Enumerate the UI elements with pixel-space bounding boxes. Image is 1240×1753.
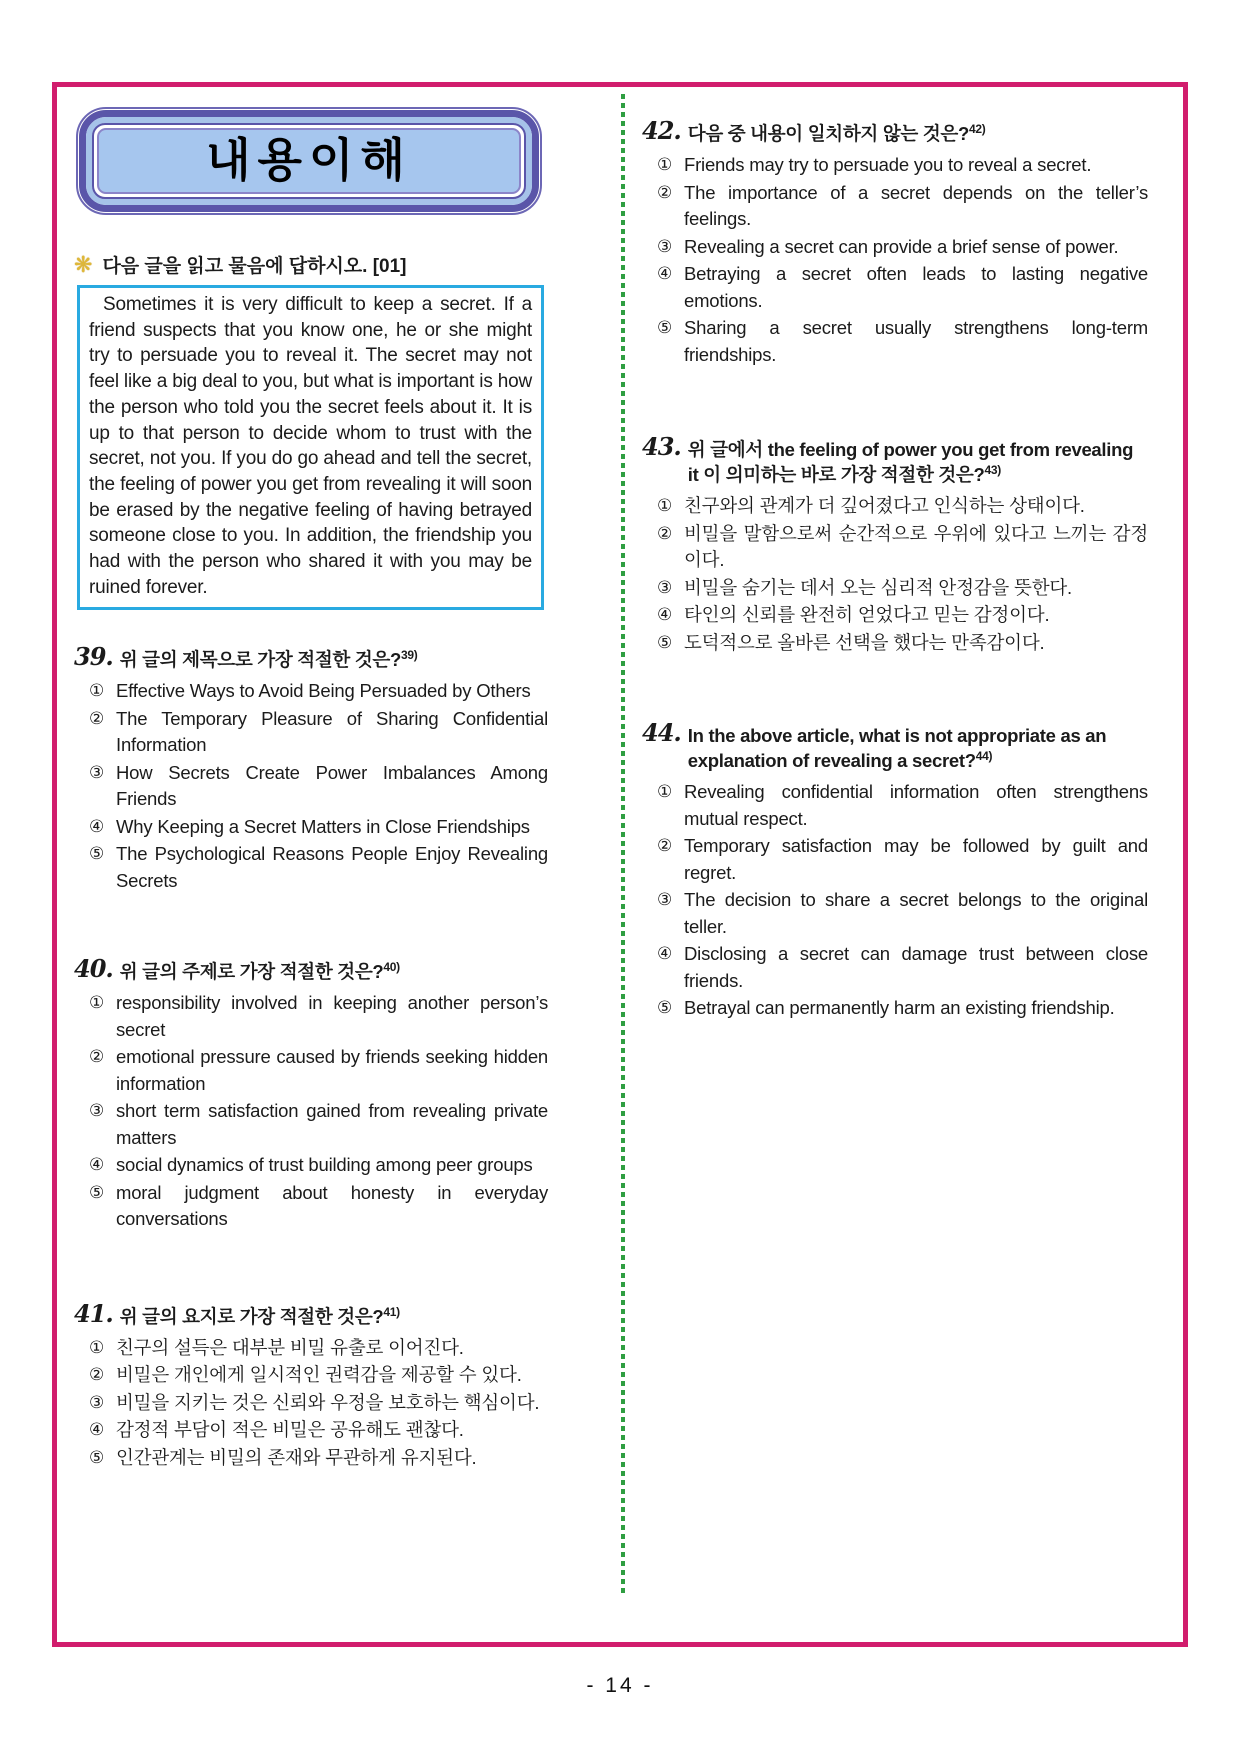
question-43: [642, 434, 1148, 656]
option-marker: ①: [657, 496, 673, 515]
option-text: Revealing a secret can provide a brief sense of power.: [684, 235, 1119, 257]
title-banner: [76, 107, 542, 215]
option-marker: ③: [89, 1101, 105, 1121]
option-1: [74, 678, 548, 705]
option-3: [642, 575, 1148, 602]
question-44-options: [642, 779, 1148, 1022]
option-text: The Psychological Reasons People Enjoy Revealing Secrets: [116, 843, 548, 891]
right-column: [642, 102, 1148, 1023]
question-number: 42.: [642, 116, 681, 145]
option-5: [642, 630, 1148, 657]
option-text: 비밀은 개인에게 일시적인 권력감을 제공할 수 있다.: [116, 1364, 522, 1386]
option-2: [642, 833, 1148, 886]
option-text: Revealing confidential information often strengthens mutual respect.: [684, 781, 1148, 829]
option-4: [642, 261, 1148, 314]
option-text: 타인의 신뢰를 완전히 얻었다고 믿는 감정이다.: [684, 604, 1050, 625]
option-text: 비밀을 숨기는 데서 오는 심리적 안정감을 뜻한다.: [684, 576, 1073, 598]
option-text: moral judgment about honesty in everyday conversations: [116, 1181, 548, 1230]
footnote-marker: 43): [984, 462, 1001, 477]
option-text: 인간관계는 비밀의 존재와 무관하게 유지된다.: [116, 1446, 477, 1468]
option-marker: ⑤: [89, 844, 105, 864]
question-41-header: [74, 1298, 548, 1329]
question-39-header: [74, 644, 548, 672]
option-text: The decision to share a secret belongs to the original teller.: [684, 889, 1148, 937]
footnote-marker: 44): [975, 748, 993, 763]
option-text: emotional pressure caused by friends seeking hidden information: [116, 1046, 548, 1094]
footnote-marker: 39): [400, 648, 418, 663]
option-5: [642, 315, 1148, 368]
option-marker: ⑤: [89, 1182, 105, 1202]
question-41-options: [74, 1335, 548, 1472]
option-marker: ④: [657, 605, 673, 624]
option-2: [74, 706, 548, 759]
option-text: The Temporary Pleasure of Sharing Confidential Information: [116, 707, 548, 756]
option-marker: ②: [89, 1047, 105, 1067]
question-40-header: [74, 956, 548, 984]
question-prompt: 다음 중 내용이 일치하지 않는 것은?$^{42)}$: [687, 121, 986, 144]
option-marker: ①: [657, 155, 673, 174]
question-43-header: [642, 434, 1148, 487]
question-43-options: [642, 493, 1148, 656]
footnote-marker: 42): [968, 121, 986, 136]
option-4: [642, 941, 1148, 994]
option-text: 감정적 부담이 적은 비밀은 공유해도 괜찮다.: [116, 1419, 464, 1441]
option-3: [642, 887, 1148, 940]
question-number: 44.: [642, 718, 681, 747]
footnote-marker: 40): [383, 960, 400, 975]
option-4: [74, 1417, 548, 1444]
flower-icon: ❋: [74, 251, 93, 277]
option-marker: ③: [657, 890, 673, 909]
option-4: [642, 602, 1148, 629]
option-marker: ④: [89, 1420, 105, 1440]
left-column: [74, 102, 548, 1472]
question-44: [642, 720, 1148, 1022]
option-text: Effective Ways to Avoid Being Persuaded by Others: [116, 680, 531, 702]
option-marker: ②: [657, 523, 673, 543]
option-text: 비밀을 지키는 것은 신뢰와 우정을 보호하는 핵심이다.: [116, 1391, 540, 1413]
option-text: 비밀을 말함으로써 순간적으로 우위에 있다고 느끼는 감정이다.: [684, 522, 1148, 570]
option-1: [642, 779, 1148, 832]
question-number: 40.: [74, 954, 113, 984]
option-1: [74, 990, 548, 1043]
page-number: - 14 -: [586, 1674, 654, 1697]
option-5: [74, 841, 548, 894]
option-text: The importance of a secret depends on the teller’s feelings.: [684, 181, 1148, 229]
option-marker: ③: [89, 1392, 105, 1412]
option-1: [74, 1335, 548, 1362]
option-text: responsibility involved in keeping another person’s secret: [116, 992, 548, 1040]
option-marker: ⑤: [657, 632, 673, 652]
question-39-options: [74, 678, 548, 894]
question-number: 39.: [74, 642, 113, 672]
option-text: 도덕적으로 올바른 선택을 했다는 만족감이다.: [684, 631, 1045, 653]
option-marker: ①: [89, 1337, 105, 1357]
reading-passage-box: [77, 285, 544, 610]
option-2: [642, 180, 1148, 233]
option-text: Why Keeping a Secret Matters in Close Friendships: [116, 815, 530, 837]
option-2: [74, 1362, 548, 1389]
question-41: [74, 1298, 548, 1472]
option-marker: ②: [89, 1365, 105, 1385]
option-text: 친구의 설득은 대부분 비밀 유출로 이어진다.: [116, 1336, 464, 1358]
question-prompt: 위 글의 제목으로 가장 적절한 것은?$^{39)}$: [119, 648, 418, 671]
option-5: [74, 1180, 548, 1233]
question-44-header: [642, 720, 1148, 773]
column-divider: [621, 94, 625, 1597]
option-3: [74, 760, 548, 813]
option-4: [74, 814, 548, 841]
option-text: Friends may try to persuade you to reveal a secret.: [684, 154, 1092, 175]
question-40: [74, 956, 548, 1233]
option-marker: ④: [657, 944, 673, 963]
option-marker: ②: [657, 836, 673, 855]
option-marker: ①: [89, 681, 105, 701]
footnote-marker: 41): [383, 1304, 400, 1319]
question-prompt: 위 글의 요지로 가장 적절한 것은?$^{41)}$: [119, 1304, 400, 1327]
question-prompt: In the above article, what is not appropriate as an explanation of revealing a secret?$^{44)}$: [687, 725, 1107, 771]
option-marker: ④: [89, 1155, 105, 1175]
option-text: social dynamics of trust building among peer groups: [116, 1154, 533, 1176]
option-marker: ④: [89, 816, 105, 836]
option-text: Disclosing a secret can damage trust between close friends.: [684, 943, 1148, 991]
reading-passage-text: Sometimes it is very difficult to keep a secret. If a friend suspects that you know one, he or she might try to persuade you to reveal it. The secret may not feel like a big deal to you, but what is important is how the person who told you the secret feels about it. It is up to that person to decide whom to trust with the secret, not you. If you do go ahead and tell the secret, the feeling of power you get from revealing it will soon be erased by the negative feeling of having betrayed someone close to you. In addition, the friendship you had with the person who shared it with you may be ruined forever.: [89, 294, 532, 598]
question-42-options: [642, 152, 1148, 368]
option-marker: ③: [657, 577, 673, 597]
option-marker: ④: [657, 264, 673, 283]
option-5: [74, 1445, 548, 1472]
option-text: 친구와의 관계가 더 깊어졌다고 인식하는 상태이다.: [684, 495, 1085, 516]
option-2: [74, 1044, 548, 1097]
option-marker: ②: [89, 708, 105, 728]
option-3: [74, 1390, 548, 1417]
option-marker: ⑤: [89, 1447, 105, 1467]
option-marker: ③: [89, 762, 105, 782]
option-3: [74, 1098, 548, 1151]
option-text: short term satisfaction gained from revealing private matters: [116, 1100, 548, 1148]
question-42-header: [642, 118, 1148, 146]
option-5: [642, 995, 1148, 1022]
question-number: 41.: [74, 1298, 113, 1328]
option-marker: ③: [657, 236, 673, 256]
option-2: [642, 521, 1148, 574]
question-40-options: [74, 990, 548, 1233]
option-text: Temporary satisfaction may be followed by guilt and regret.: [684, 835, 1148, 883]
option-marker: ⑤: [657, 998, 673, 1017]
instruction-text: 다음 글을 읽고 물음에 답하시오. [01]: [102, 256, 407, 277]
option-1: [642, 493, 1148, 520]
option-text: Sharing a secret usually strengthens long-term friendships.: [684, 317, 1148, 365]
option-marker: ⑤: [657, 318, 673, 337]
question-42: [642, 118, 1148, 368]
option-3: [642, 234, 1148, 261]
question-prompt: 위 글의 주제로 가장 적절한 것은?$^{40)}$: [119, 960, 400, 983]
option-text: Betraying a secret often leads to lasting negative emotions.: [684, 263, 1148, 311]
page-title: 내용이해: [206, 134, 412, 186]
option-marker: ①: [89, 993, 105, 1013]
option-marker: ②: [657, 182, 673, 202]
option-4: [74, 1152, 548, 1179]
option-text: Betrayal can permanently harm an existing friendship.: [684, 997, 1115, 1018]
option-1: [642, 152, 1148, 179]
option-marker: ①: [657, 782, 673, 801]
instruction-line: [74, 251, 548, 278]
question-prompt: 위 글에서 the feeling of power you get from revealing it 이 의미하는 바로 가장 적절한 것은?$^{43)}$: [687, 439, 1134, 485]
question-number: 43.: [642, 432, 681, 461]
option-text: How Secrets Create Power Imbalances Among Friends: [116, 761, 548, 810]
question-39: [74, 644, 548, 894]
